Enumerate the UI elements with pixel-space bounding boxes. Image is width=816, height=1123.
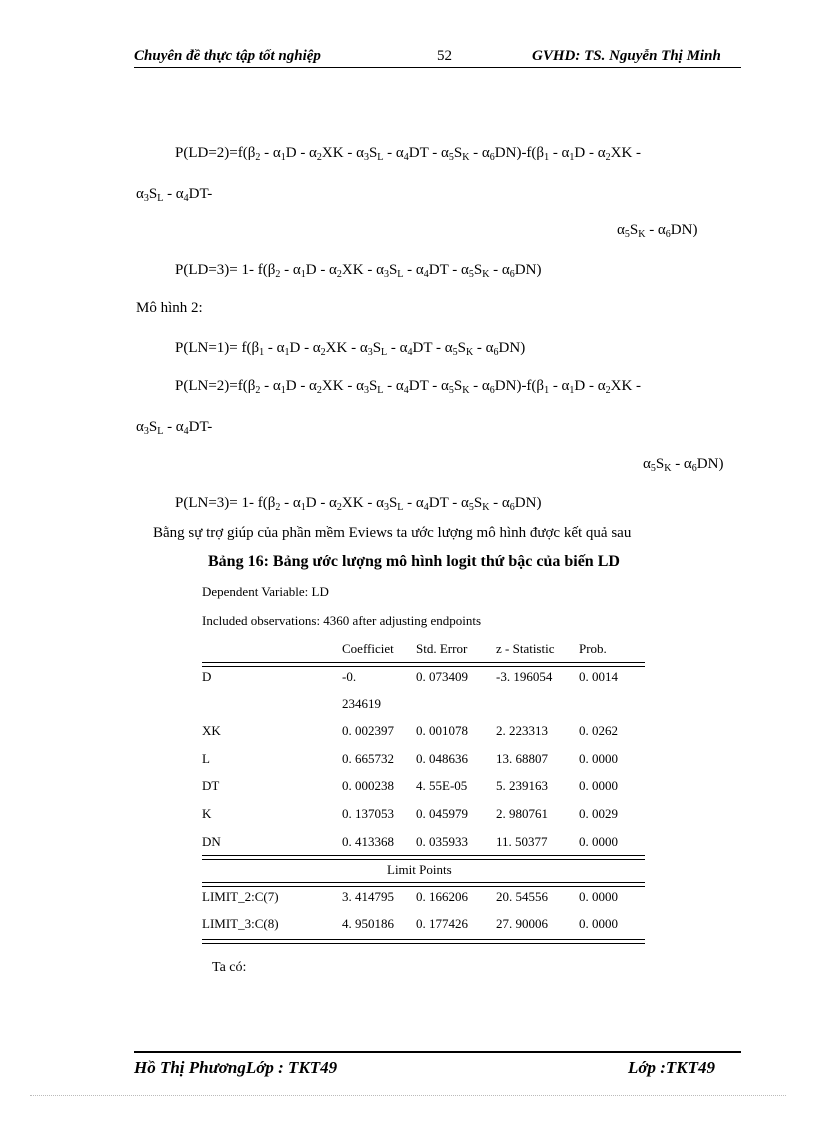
- eq-text: DT-: [188, 186, 213, 202]
- table-rule: [202, 939, 645, 940]
- eq-text: DT - α: [428, 495, 469, 511]
- eq-text: - α: [260, 378, 281, 394]
- table-caption: Bảng 16: Bảng ước lượng mô hình logit thứ bậc của biến LD: [208, 553, 620, 570]
- table-rule: [202, 886, 645, 887]
- eq-text: - α: [387, 340, 408, 356]
- row-xk-se: 0. 001078: [416, 723, 468, 738]
- header-rule: [134, 67, 741, 68]
- row-dn-z: 11. 50377: [496, 834, 548, 849]
- eq-subscript: 3: [363, 385, 369, 396]
- eq-text: DN): [514, 262, 542, 278]
- eq-text: XK - α: [341, 262, 384, 278]
- limit-points-title: Limit Points: [387, 862, 452, 877]
- row-dn-se: 0. 035933: [416, 834, 468, 849]
- eq-text: D - α: [305, 495, 337, 511]
- eq-ln2-line3: [643, 456, 723, 474]
- eq-text: DN): [498, 340, 526, 356]
- limit-3-coef: 4. 950186: [342, 916, 394, 931]
- eq-text: DN): [514, 495, 542, 511]
- eq-text: S: [368, 145, 378, 161]
- eq-text: P(LN=3)= 1- f(β: [175, 495, 276, 511]
- table-rule: [202, 662, 645, 663]
- eq-subscript: L: [377, 152, 384, 163]
- included-observations: Included observations: 4360 after adjusting endpoints: [202, 613, 482, 628]
- eq-subscript: 3: [143, 193, 149, 204]
- eq-ln2-line1: [175, 378, 641, 396]
- table-rule: [202, 882, 645, 883]
- eq-text: XK -: [610, 378, 642, 394]
- eq-text: DT - α: [412, 340, 453, 356]
- eq-text: P(LN=2)=f(β: [175, 378, 256, 394]
- eq-text: DT-: [188, 419, 213, 435]
- eq-text: - α: [163, 186, 184, 202]
- eq-subscript: 2: [275, 269, 281, 280]
- eq-subscript: 6: [509, 269, 515, 280]
- eq-ln1: [175, 340, 525, 358]
- eq-text: DN)-f(β: [494, 378, 545, 394]
- eq-text: D - α: [574, 378, 606, 394]
- eq-subscript: 1: [300, 269, 306, 280]
- row-d-se: 0. 073409: [416, 669, 468, 684]
- eq-text: XK - α: [321, 378, 364, 394]
- eq-text: XK - α: [341, 495, 384, 511]
- row-dn-name: DN: [202, 834, 221, 849]
- eq-subscript: 3: [383, 269, 389, 280]
- eq-subscript: 4: [183, 426, 189, 437]
- table-rule: [202, 666, 645, 667]
- row-dt-prob: 0. 0000: [579, 778, 618, 793]
- eq-text: - α: [403, 262, 424, 278]
- eq-subscript: 6: [493, 347, 499, 358]
- eq-subscript: 4: [403, 152, 409, 163]
- limit-2-coef: 3. 414795: [342, 889, 394, 904]
- table-rule: [202, 855, 645, 856]
- eq-text: - α: [383, 378, 404, 394]
- eq-subscript: K: [638, 229, 646, 240]
- eq-ld2-line3: [617, 222, 697, 240]
- row-dt-se: 4. 55E-05: [416, 778, 468, 793]
- row-d-prob: 0. 0014: [579, 669, 618, 684]
- eq-text: - α: [469, 145, 490, 161]
- closing-text: Ta có:: [212, 960, 247, 975]
- eq-text: - α: [473, 340, 494, 356]
- footer-rule: [134, 1051, 741, 1053]
- eq-subscript: 5: [650, 463, 656, 474]
- eq-subscript: 2: [255, 152, 261, 163]
- eq-text: - α: [549, 145, 570, 161]
- row-d-z: -3. 196054: [496, 669, 553, 684]
- eq-subscript: 2: [336, 269, 342, 280]
- eq-subscript: 1: [569, 385, 575, 396]
- eq-subscript: L: [377, 385, 384, 396]
- eq-text: P(LD=3)= 1- f(β: [175, 262, 276, 278]
- col-header-se: Std. Error: [416, 641, 468, 656]
- eq-text: S: [655, 456, 665, 472]
- limit-2-name: LIMIT_2:C(7): [202, 889, 279, 904]
- eq-text: - α: [260, 145, 281, 161]
- limit-2-prob: 0. 0000: [579, 889, 618, 904]
- eq-ln3: [175, 495, 541, 513]
- eq-subscript: L: [397, 502, 404, 513]
- intro-text: Bằng sự trợ giúp của phần mềm Eviews ta ước lượng mô hình được kết quả sau: [153, 525, 632, 541]
- eq-subscript: 2: [316, 152, 322, 163]
- row-dt-coef: 0. 000238: [342, 778, 394, 793]
- eq-text: XK - α: [325, 340, 368, 356]
- eq-text: - α: [264, 340, 285, 356]
- eq-text: S: [372, 340, 382, 356]
- eq-text: - α: [469, 378, 490, 394]
- row-l-z: 13. 68807: [496, 751, 548, 766]
- eq-text: - α: [163, 419, 184, 435]
- eq-subscript: 1: [280, 152, 286, 163]
- eq-subscript: 6: [665, 229, 671, 240]
- row-l-se: 0. 048636: [416, 751, 468, 766]
- eq-text: DN): [696, 456, 724, 472]
- row-dt-z: 5. 239163: [496, 778, 548, 793]
- row-dn-prob: 0. 0000: [579, 834, 618, 849]
- eq-text: S: [629, 222, 639, 238]
- eq-subscript: L: [157, 193, 164, 204]
- row-xk-coef: 0. 002397: [342, 723, 394, 738]
- eq-subscript: K: [462, 152, 470, 163]
- eq-subscript: L: [381, 347, 388, 358]
- eq-subscript: 1: [280, 385, 286, 396]
- model2-label: Mô hình 2:: [136, 300, 203, 316]
- eq-subscript: 5: [468, 269, 474, 280]
- eq-subscript: 4: [403, 385, 409, 396]
- eq-subscript: 5: [452, 347, 458, 358]
- limit-3-se: 0. 177426: [416, 916, 468, 931]
- eq-text: S: [473, 262, 483, 278]
- eq-subscript: 3: [363, 152, 369, 163]
- eq-text: S: [148, 186, 158, 202]
- footer-right: Lớp :TKT49: [628, 1058, 716, 1077]
- eq-text: DT - α: [408, 145, 449, 161]
- eq-text: - α: [489, 495, 510, 511]
- eq-subscript: L: [157, 426, 164, 437]
- eq-subscript: 5: [448, 152, 454, 163]
- footer-left: Hồ Thị PhươngLớp : TKT49: [134, 1058, 338, 1077]
- eq-ld2-line1: [175, 145, 641, 163]
- eq-text: XK -: [610, 145, 642, 161]
- eq-subscript: L: [397, 269, 404, 280]
- eq-text: - α: [280, 262, 301, 278]
- eq-ld3: [175, 262, 541, 280]
- eq-text: D - α: [305, 262, 337, 278]
- eq-text: S: [368, 378, 378, 394]
- eq-subscript: K: [482, 269, 490, 280]
- eq-text: D - α: [289, 340, 321, 356]
- eq-subscript: 2: [316, 385, 322, 396]
- row-k-name: K: [202, 806, 212, 821]
- eq-subscript: 6: [489, 385, 495, 396]
- eq-subscript: 5: [624, 229, 630, 240]
- eq-text: α: [136, 186, 144, 202]
- eq-text: S: [148, 419, 158, 435]
- row-d-name: D: [202, 669, 212, 684]
- eq-subscript: 1: [259, 347, 265, 358]
- eq-ld2-line2: [136, 186, 212, 204]
- table-rule: [202, 859, 645, 860]
- eq-subscript: 2: [336, 502, 342, 513]
- header-left: Chuyên đề thực tập tốt nghiệp: [134, 48, 321, 64]
- eq-text: - α: [280, 495, 301, 511]
- eq-subscript: 3: [383, 502, 389, 513]
- row-xk-prob: 0. 0262: [579, 723, 618, 738]
- row-l-coef: 0. 665732: [342, 751, 394, 766]
- dependent-variable: Dependent Variable: LD: [202, 584, 329, 599]
- eq-text: S: [388, 495, 398, 511]
- row-k-coef: 0. 137053: [342, 806, 394, 821]
- eq-text: DT - α: [408, 378, 449, 394]
- eq-subscript: 6: [509, 502, 515, 513]
- eq-text: - α: [645, 222, 666, 238]
- eq-subscript: K: [465, 347, 474, 358]
- eq-text: S: [457, 340, 466, 356]
- eq-text: α: [136, 419, 144, 435]
- eq-subscript: 1: [300, 502, 306, 513]
- eq-text: - α: [671, 456, 692, 472]
- eq-text: S: [473, 495, 483, 511]
- eq-subscript: K: [482, 502, 490, 513]
- eq-text: α: [643, 456, 651, 472]
- eq-subscript: 4: [423, 502, 429, 513]
- row-d-coef: -0.: [342, 669, 357, 684]
- page-edge-dotted: [30, 1095, 786, 1096]
- col-header-z: z - Statistic: [496, 641, 555, 656]
- eq-text: - α: [383, 145, 404, 161]
- header-right: GVHD: TS. Nguyễn Thị Minh: [532, 48, 721, 64]
- eq-text: D - α: [285, 145, 317, 161]
- eq-text: - α: [549, 378, 570, 394]
- eq-subscript: 5: [448, 385, 454, 396]
- eq-subscript: 4: [183, 193, 189, 204]
- eq-subscript: 2: [255, 385, 261, 396]
- limit-3-prob: 0. 0000: [579, 916, 618, 931]
- eq-subscript: K: [664, 463, 672, 474]
- row-l-name: L: [202, 751, 210, 766]
- eq-subscript: 3: [367, 347, 373, 358]
- eq-subscript: 6: [489, 152, 495, 163]
- eq-text: - α: [489, 262, 510, 278]
- row-k-z: 2. 980761: [496, 806, 548, 821]
- eq-text: DN)-f(β: [494, 145, 545, 161]
- row-k-prob: 0. 0029: [579, 806, 618, 821]
- row-k-se: 0. 045979: [416, 806, 468, 821]
- row-xk-name: XK: [202, 723, 221, 738]
- eq-text: DN): [670, 222, 698, 238]
- eq-subscript: 3: [143, 426, 149, 437]
- limit-3-name: LIMIT_3:C(8): [202, 916, 279, 931]
- eq-subscript: 4: [407, 347, 413, 358]
- eq-text: α: [617, 222, 625, 238]
- eq-subscript: 6: [691, 463, 697, 474]
- eq-subscript: 2: [605, 385, 611, 396]
- col-header-coef: Coefficiet: [342, 641, 394, 656]
- eq-text: D - α: [285, 378, 317, 394]
- eq-text: S: [453, 145, 463, 161]
- eq-subscript: 4: [423, 269, 429, 280]
- row-d-coef-cont: 234619: [342, 696, 381, 711]
- eq-text: P(LN=1)= f(β: [175, 340, 260, 356]
- row-l-prob: 0. 0000: [579, 751, 618, 766]
- eq-subscript: 5: [468, 502, 474, 513]
- table-rule: [202, 943, 645, 944]
- eq-subscript: 1: [569, 152, 575, 163]
- eq-text: DT - α: [428, 262, 469, 278]
- eq-subscript: 2: [605, 152, 611, 163]
- eq-subscript: 2: [320, 347, 326, 358]
- limit-2-z: 20. 54556: [496, 889, 548, 904]
- limit-2-se: 0. 166206: [416, 889, 468, 904]
- eq-subscript: 2: [275, 502, 281, 513]
- row-dt-name: DT: [202, 778, 220, 793]
- page-number: 52: [437, 48, 452, 64]
- eq-subscript: 1: [544, 152, 550, 163]
- eq-text: - α: [403, 495, 424, 511]
- limit-3-z: 27. 90006: [496, 916, 548, 931]
- row-dn-coef: 0. 413368: [342, 834, 394, 849]
- eq-text: P(LD=2)=f(β: [175, 145, 256, 161]
- row-xk-z: 2. 223313: [496, 723, 548, 738]
- eq-text: S: [388, 262, 398, 278]
- eq-ln2-line2: [136, 419, 212, 437]
- eq-text: S: [453, 378, 463, 394]
- eq-text: XK - α: [321, 145, 364, 161]
- eq-subscript: 1: [284, 347, 290, 358]
- eq-subscript: K: [462, 385, 470, 396]
- eq-subscript: 1: [544, 385, 550, 396]
- col-header-prob: Prob.: [579, 641, 607, 656]
- eq-text: D - α: [574, 145, 606, 161]
